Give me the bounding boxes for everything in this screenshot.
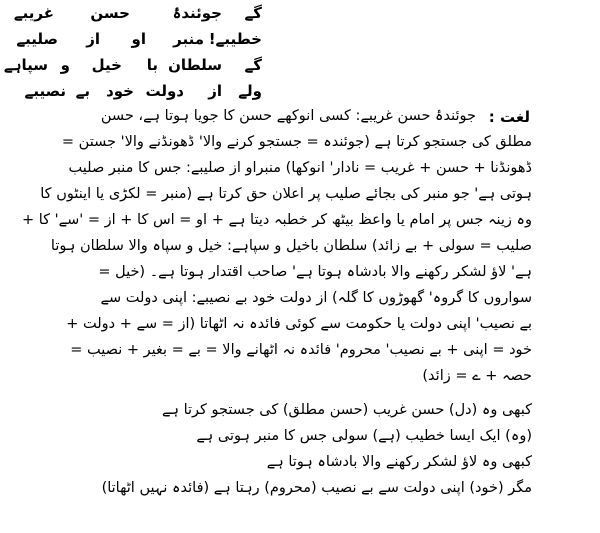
glossary-line: ہوتی ہے' جو منبر کی بجائے صلیب پر اعلان حق کرتا ہے (منبر = لکڑی یا اینٹوں کا xyxy=(40,186,532,202)
verse-word: جوئندۂ xyxy=(172,4,222,22)
verse-word: گے xyxy=(244,4,262,22)
verse-word: او xyxy=(131,30,146,48)
verse-word: خطیبے! xyxy=(208,30,262,48)
glossary-line: مطلق کی جستجو کرتا ہے (جوئندہ = جستجو کرنے والا' ڈھونڈنے والا' جستن = xyxy=(61,134,532,150)
glossary-line: خود = اپنی + بے نصیب' محروم' فائدہ نہ اٹھانے والا = بے = بغیر + نصیب = xyxy=(70,342,532,358)
translation-line: (وہ) ایک ایسا خطیب (ہے) سولی جس کا منبر ہوتی ہے xyxy=(196,428,532,444)
verse-word: با xyxy=(146,56,158,74)
glossary-line: بے نصیب' اپنی دولت یا حکومت سے کوئی فائدہ نہ اٹھاتا (از = سے + دولت + xyxy=(66,316,532,332)
verse-word: صلیبے xyxy=(16,30,58,48)
verse-word: حسن xyxy=(90,4,130,22)
glossary-line: ہے' لاؤ لشکر رکھنے والا بادشاہ ہوتا ہے' صاحب اقتدار ہوتا ہے۔ (خیل = xyxy=(98,264,532,280)
verse-word: بے xyxy=(75,82,90,100)
verse-word: از xyxy=(86,30,100,48)
glossary-line: صلیب = سولی + بے زائد) سلطان باخیل و سپاہے: خیل و سپاہ والا سلطان ہوتا xyxy=(50,238,532,254)
translation-line: کبھی وہ (دل) حسن غریب (حسن مطلق) کی جستجو کرتا ہے xyxy=(161,402,532,418)
glossary-line: وہ زینہ جس پر امام یا واعظ بیٹھ کر خطبہ دیتا ہے + او = اس کا + از = 'سے' کا + xyxy=(21,212,532,228)
verse-word: منبر xyxy=(173,30,204,48)
verse-word: سپاہے xyxy=(3,56,48,74)
verse-word: گے xyxy=(244,56,262,74)
verse-word: و xyxy=(60,56,70,74)
translation-line: مگر (خود) اپنی دولت سے بے نصیب (محروم) رہتا ہے (فائدہ نہیں اٹھاتا) xyxy=(101,480,532,496)
verse-word: دولت xyxy=(145,82,184,100)
glossary-line: ڈھونڈنا + حسن + غریب = نادار' انوکھا) منبراو از صلیبے: جس کا منبر صلیب xyxy=(68,160,532,176)
translation-line: کبھی وہ لاؤ لشکر رکھنے والا بادشاہ ہوتا ہے xyxy=(266,454,532,470)
glossary-line: جوئندۂ حسن غریبے: کسی انوکھے حسن کا جویا ہوتا ہے، حسن xyxy=(100,108,476,124)
verse-word: سلطان xyxy=(168,56,222,74)
verse-word: از xyxy=(208,82,222,100)
verse-word: ولے xyxy=(238,82,262,100)
verse-word: خود xyxy=(106,82,134,100)
glossary-line: سواروں کا گروہ' گھوڑوں کا گلہ) از دولت خود بے نصیبے: اپنی دولت سے xyxy=(100,290,532,306)
verse-word: نصیبے xyxy=(24,82,66,100)
glossary-line: حصہ + ے = زائد) xyxy=(422,368,532,384)
verse-word: غریبے xyxy=(13,4,54,22)
verse-word: خیل xyxy=(91,56,122,74)
lughat-label: لغت : xyxy=(488,108,530,126)
